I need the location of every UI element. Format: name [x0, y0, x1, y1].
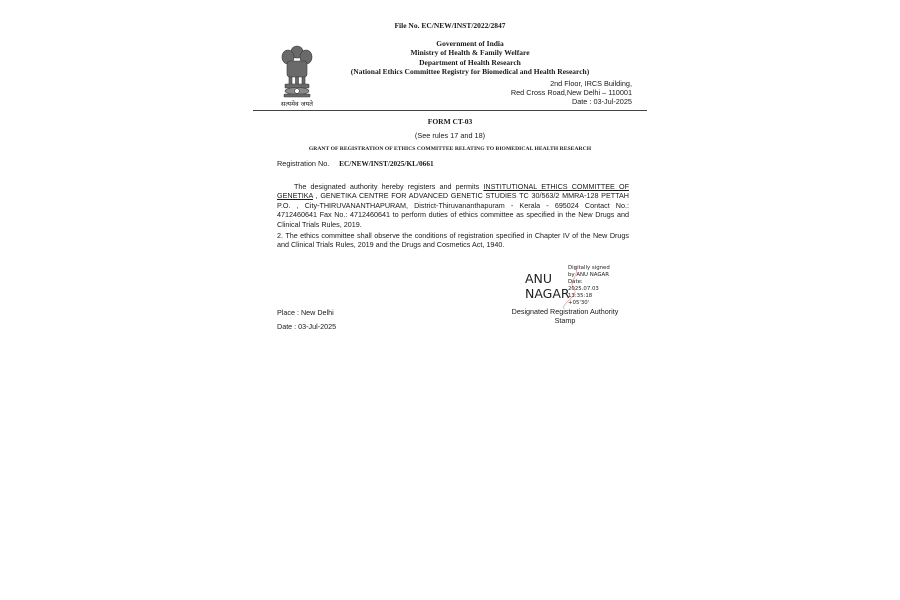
digital-signature — [525, 265, 625, 307]
registration-number-row — [277, 159, 434, 168]
emblem-motto: सत्यमेव जयते — [281, 100, 313, 108]
department-name: Department of Health Research — [419, 57, 521, 67]
ministry-name: Ministry of Health & Family Welfare — [410, 48, 530, 58]
registration-paragraph — [277, 182, 629, 229]
office-address — [511, 80, 632, 106]
signatory-designation: Designated Registration Authority — [511, 307, 619, 316]
form-title: FORM CT-03 — [427, 117, 473, 126]
signer-name: ANU NAGAR — [525, 271, 570, 301]
see-rules-note: (See rules 17 and 18) — [414, 131, 486, 140]
conditions-paragraph: 2. The ethics committee shall observe the conditions of registration specified in Chapter IV of the New Drugs and Clinical Trials Rules, 2019 and the Drugs and Cosmetics Act, 1940. — [277, 231, 629, 250]
issuing-authority-block — [300, 39, 640, 76]
government-name: Government of India — [436, 39, 504, 48]
address-line-1: 2nd Floor, IRCS Building, — [550, 79, 632, 88]
signature-metadata: Digitally signed by ANU NAGAR Date: 2025.07.03 13:35:18 +05'30' — [568, 265, 610, 307]
header-divider — [253, 110, 647, 111]
address-line-2: Red Cross Road,New Delhi – 110001 — [510, 87, 632, 97]
grant-heading: GRANT OF REGISTRATION OF ETHICS COMMITTEE RELATING TO BIOMEDICAL HEALTH RESEARCH — [308, 146, 592, 152]
place-of-issue: Place : New Delhi — [277, 308, 334, 317]
file-number: File No. EC/NEW/INST/2022/2847 — [394, 21, 506, 30]
lion-capital-icon — [276, 44, 318, 98]
national-emblem — [276, 44, 318, 108]
committee-name: INSTITUTIONAL ETHICS COMMITTEE OF GENETIKA — [277, 182, 629, 201]
para1-intro: The designated authority hereby registers and permits — [294, 182, 484, 191]
registry-name: (National Ethics Committee Registry for Biomedical and Health Research) — [350, 66, 590, 76]
header-date: Date : 03-Jul-2025 — [571, 96, 632, 106]
stamp-label: Stamp — [554, 315, 576, 325]
para1-details: , GENETIKA CENTRE FOR ADVANCED GENETIC STUDIES TC 30/563/2 MMRA-128 PETTAH P.O. , City-THIRUVANANTHAPURAM, District-Thiruvananthapuram - Kerala - 695024 Contact No.: 4712460641 Fax No.: 4712460641 to perform duties of ethics committee as specified in the New Drugs and Clinical Trials Rules, 2019. — [277, 191, 629, 229]
registration-label: Registration No. — [277, 159, 330, 168]
registration-value: EC/NEW/INST/2025/KL/0661 — [339, 159, 434, 168]
date-of-issue: Date : 03-Jul-2025 — [277, 322, 337, 331]
signatory-title — [495, 308, 635, 326]
